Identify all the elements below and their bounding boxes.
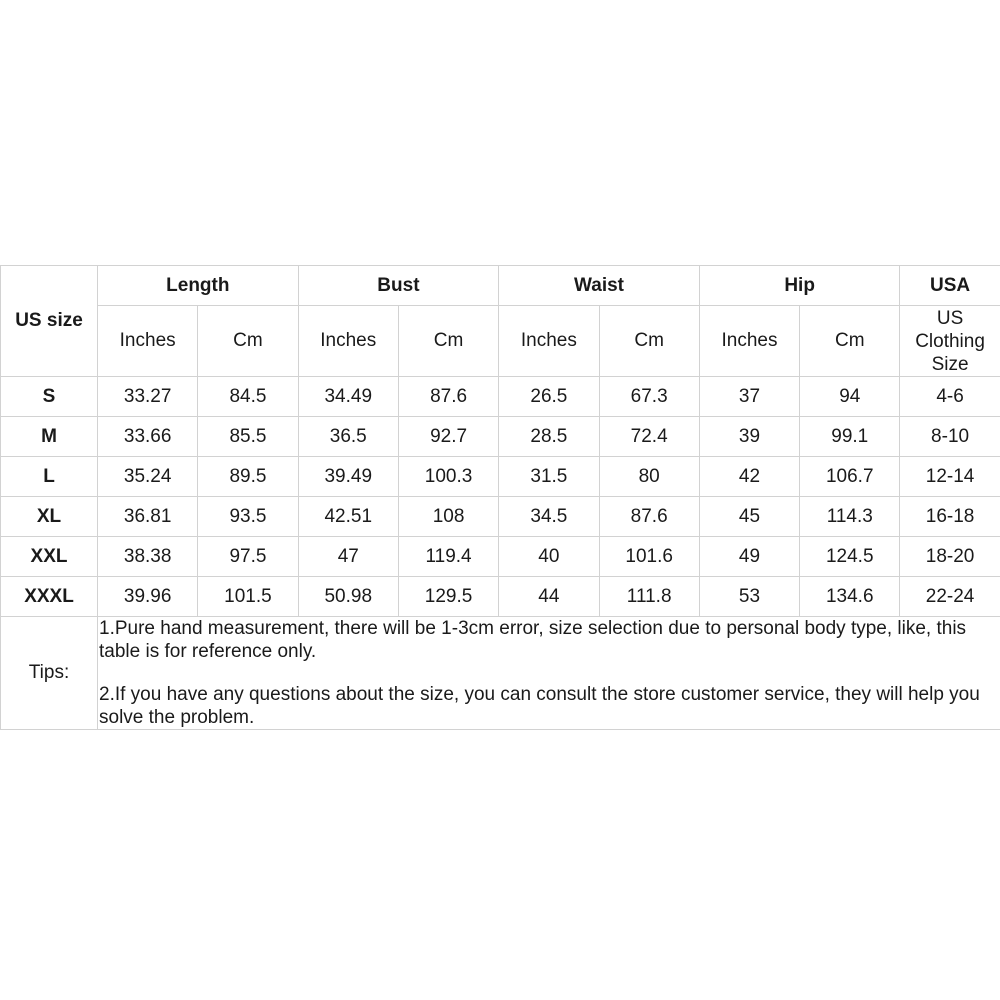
table-cell: 67.3 — [599, 377, 699, 417]
table-cell: 8-10 — [900, 417, 1000, 457]
table-cell: 36.81 — [98, 497, 198, 537]
unit-header: Inches — [298, 306, 398, 377]
group-header-bust: Bust — [298, 266, 499, 306]
table-cell: 93.5 — [198, 497, 298, 537]
table-cell: 72.4 — [599, 417, 699, 457]
table-cell: 111.8 — [599, 577, 699, 617]
table-cell: 80 — [599, 457, 699, 497]
size-label: M — [1, 417, 98, 457]
table-cell: 84.5 — [198, 377, 298, 417]
tips-content — [98, 617, 1000, 730]
table-cell: 101.6 — [599, 537, 699, 577]
unit-header: Cm — [599, 306, 699, 377]
table-cell: 34.5 — [499, 497, 599, 537]
tips-label: Tips: — [1, 617, 98, 730]
table-cell: 40 — [499, 537, 599, 577]
tips-row — [1, 617, 1000, 730]
table-cell: 97.5 — [198, 537, 298, 577]
table-cell: 87.6 — [398, 377, 498, 417]
group-header-usa: USA — [900, 266, 1000, 306]
size-rows — [1, 377, 1000, 617]
table-cell: 87.6 — [599, 497, 699, 537]
table-cell: 100.3 — [398, 457, 498, 497]
size-label: L — [1, 457, 98, 497]
table-cell: 42.51 — [298, 497, 398, 537]
group-header-hip: Hip — [699, 266, 900, 306]
table-cell: 28.5 — [499, 417, 599, 457]
unit-header: Cm — [198, 306, 298, 377]
table-row — [1, 577, 1000, 617]
table-cell: 31.5 — [499, 457, 599, 497]
size-label: XXXL — [1, 577, 98, 617]
table-cell: 114.3 — [800, 497, 900, 537]
table-cell: 129.5 — [398, 577, 498, 617]
table-cell: 89.5 — [198, 457, 298, 497]
table-cell: 53 — [699, 577, 799, 617]
table-cell: 94 — [800, 377, 900, 417]
table-row — [1, 417, 1000, 457]
unit-header-us-clothing-size: US Clothing Size — [900, 306, 1000, 377]
table-row — [1, 457, 1000, 497]
unit-header-row — [1, 306, 1000, 377]
table-cell: 101.5 — [198, 577, 298, 617]
tip-item-2: 2.If you have any questions about the size, you can consult the store customer service, they will help you solve the problem. — [99, 684, 980, 728]
table-cell: 18-20 — [900, 537, 1000, 577]
table-cell: 26.5 — [499, 377, 599, 417]
unit-header: Cm — [800, 306, 900, 377]
table-cell: 106.7 — [800, 457, 900, 497]
table-cell: 33.27 — [98, 377, 198, 417]
table-row — [1, 497, 1000, 537]
table-cell: 92.7 — [398, 417, 498, 457]
table-cell: 39.49 — [298, 457, 398, 497]
table-cell: 50.98 — [298, 577, 398, 617]
corner-label: US size — [1, 266, 98, 377]
table-row — [1, 377, 1000, 417]
table-cell: 124.5 — [800, 537, 900, 577]
size-label: XL — [1, 497, 98, 537]
table-row — [1, 537, 1000, 577]
table-cell: 4-6 — [900, 377, 1000, 417]
group-header-length: Length — [98, 266, 299, 306]
table-cell: 39.96 — [98, 577, 198, 617]
table-cell: 44 — [499, 577, 599, 617]
table-cell: 35.24 — [98, 457, 198, 497]
tip-item-1: 1.Pure hand measurement, there will be 1-3cm error, size selection due to personal body type, like, this table is for reference only. — [99, 618, 967, 662]
unit-header: Inches — [499, 306, 599, 377]
table-cell: 39 — [699, 417, 799, 457]
table-cell: 108 — [398, 497, 498, 537]
table-cell: 16-18 — [900, 497, 1000, 537]
table-cell: 38.38 — [98, 537, 198, 577]
size-chart-table — [0, 265, 1000, 730]
table-cell: 134.6 — [800, 577, 900, 617]
table-cell: 36.5 — [298, 417, 398, 457]
table-cell: 37 — [699, 377, 799, 417]
table-cell: 33.66 — [98, 417, 198, 457]
size-label: XXL — [1, 537, 98, 577]
group-header-waist: Waist — [499, 266, 700, 306]
table-cell: 119.4 — [398, 537, 498, 577]
table-cell: 42 — [699, 457, 799, 497]
table-cell: 85.5 — [198, 417, 298, 457]
unit-header: Inches — [699, 306, 799, 377]
table-cell: 45 — [699, 497, 799, 537]
table-cell: 47 — [298, 537, 398, 577]
unit-header: Cm — [398, 306, 498, 377]
group-header-row — [1, 266, 1000, 306]
table-cell: 22-24 — [900, 577, 1000, 617]
table-cell: 34.49 — [298, 377, 398, 417]
unit-header: Inches — [98, 306, 198, 377]
table-cell: 12-14 — [900, 457, 1000, 497]
table-cell: 49 — [699, 537, 799, 577]
size-label: S — [1, 377, 98, 417]
table-cell: 99.1 — [800, 417, 900, 457]
